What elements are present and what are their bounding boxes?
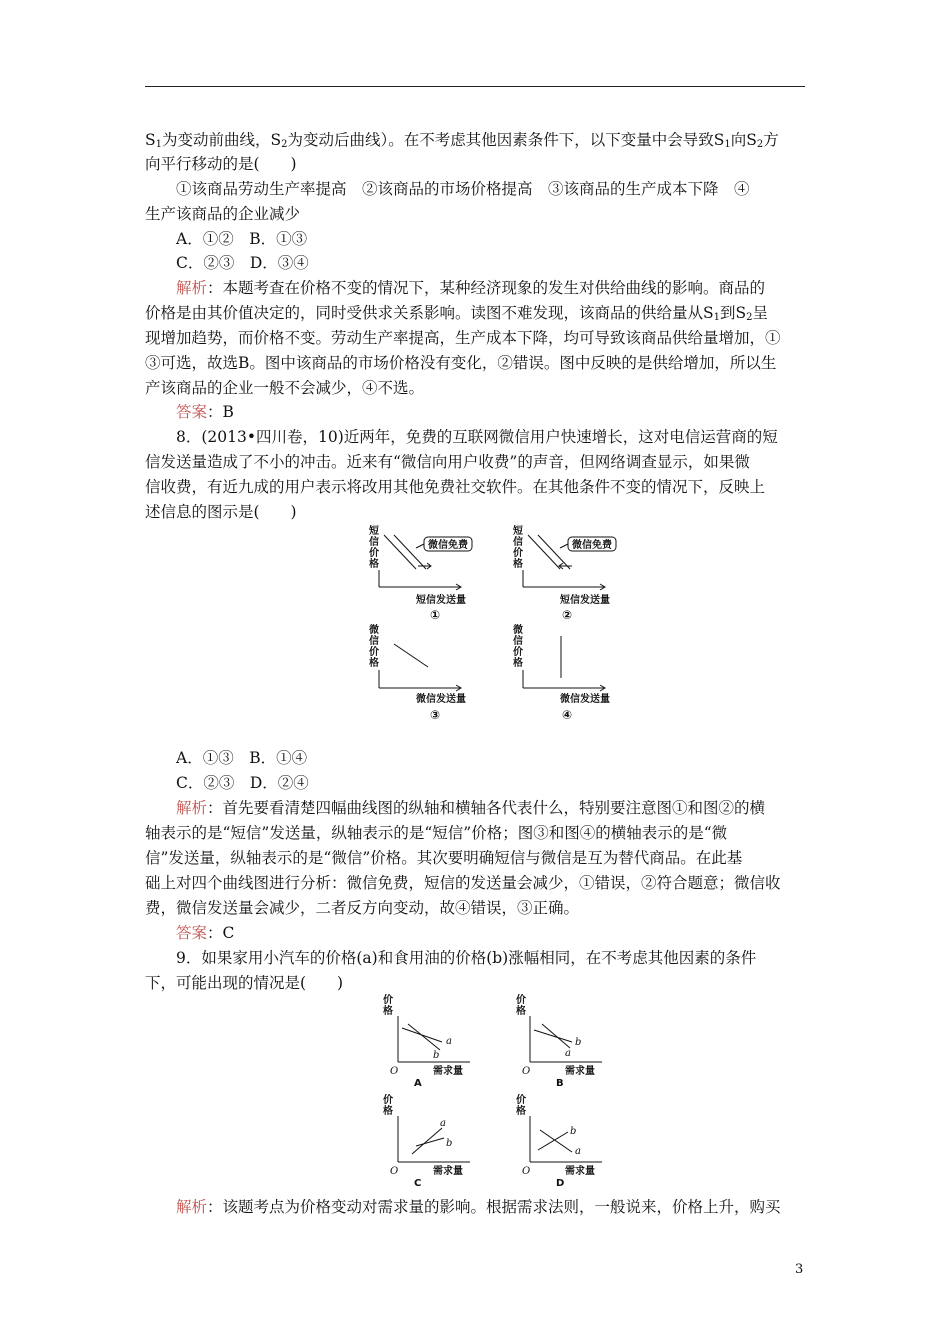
svg-text:价: 价	[369, 647, 379, 658]
q8-analysis-1: 解析：首先要看清楚四幅曲线图的纵轴和横轴各代表什么，特别要注意图①和图②的横	[176, 799, 766, 817]
callout-text: 微信免费	[428, 540, 468, 551]
q7-choices-1: A．①② B．①③	[176, 230, 308, 248]
q9-graph-a	[378, 990, 488, 1090]
svg-text:信: 信	[369, 636, 379, 647]
graph-number: ④	[562, 708, 573, 722]
q8-line-4: 述信息的图示是( )	[145, 503, 297, 521]
curve-b	[416, 1138, 444, 1146]
q7-analysis-5: 产该商品的企业一般不会减少，④不选。	[145, 379, 425, 397]
svg-text:格: 格	[513, 559, 523, 570]
curve-b-label: b	[433, 1050, 440, 1061]
curve-a-label: a	[446, 1036, 452, 1047]
svg-text:价: 价	[383, 1095, 393, 1106]
curve-b-label: b	[446, 1138, 453, 1149]
svg-text:格: 格	[516, 1006, 526, 1017]
q7-line-1: $S_1$为变动前曲线，$S_2$为变动后曲线）。在不考虑其他因素条件下，以下变量中会导致$S_1$向$S_2$方	[145, 131, 779, 150]
q8-line-3: 信收费，有近九成的用户表示将改用其他免费社交软件。在其他条件不变的情况下，反映上	[145, 478, 766, 496]
q8-graph-1	[364, 520, 494, 625]
graph-name: A	[414, 1078, 422, 1089]
origin-label: O	[390, 1066, 399, 1077]
q8-graph-2	[508, 520, 638, 625]
svg-text:格: 格	[369, 559, 379, 570]
svg-text:格: 格	[383, 1006, 393, 1017]
curve-a	[412, 1128, 442, 1154]
callout-pointer	[416, 544, 424, 548]
svg-text:短: 短	[369, 526, 379, 537]
analysis-label: 解析	[176, 279, 208, 297]
svg-text:信: 信	[369, 537, 379, 548]
q9-line-2: 下，可能出现的情况是( )	[145, 974, 344, 992]
curve-b	[538, 1132, 568, 1150]
callout-text: 微信免费	[572, 540, 612, 551]
q8-analysis-3: 信”发送量，纵轴表示的是“微信”价格。其次要明确短信与微信是互为替代商品。在此基	[145, 849, 743, 867]
q7-analysis-3: 现增加趋势，而价格不变。劳动生产率提高，生产成本下降，均可导致该商品供给量增加，①	[145, 329, 781, 347]
svg-text:价: 价	[383, 995, 393, 1006]
x-axis-label: 需求量	[433, 1166, 463, 1177]
x-axis-label: 微信发送量	[416, 694, 466, 705]
q9-graph-b	[516, 990, 630, 1090]
q7-line-2: 向平行移动的是( )	[145, 155, 297, 173]
svg-text:信: 信	[513, 636, 523, 647]
q7-choices-2: C．②③ D．③④	[176, 254, 309, 272]
q7-analysis-1: 解析：本题考查在价格不变的情况下，某种经济现象的发生对供给曲线的影响。商品的	[176, 279, 766, 297]
q8-analysis-2: 轴表示的是“短信”发送量，纵轴表示的是“短信”价格；图③和图④的横轴表示的是“微	[145, 824, 728, 842]
x-axis-label: 需求量	[565, 1166, 595, 1177]
q8-analysis-5: 费，微信发送量会减少，二者反方向变动，故④错误，③正确。	[145, 899, 580, 917]
q7-options-2: 生产该商品的企业减少	[145, 205, 301, 223]
svg-text:价: 价	[516, 1095, 526, 1106]
svg-text:格: 格	[383, 1106, 393, 1117]
q9-graph-d	[516, 1090, 630, 1190]
svg-text:短: 短	[513, 526, 523, 537]
x-axis-label: 微信发送量	[560, 694, 610, 705]
x-axis-label: 短信发送量	[416, 595, 466, 606]
svg-text:微: 微	[369, 625, 379, 636]
graph-number: ③	[430, 708, 441, 722]
origin-label: O	[522, 1066, 531, 1077]
page-number: 3	[795, 1262, 804, 1277]
graph-number: ②	[562, 608, 573, 622]
analysis-label: 解析	[176, 799, 208, 817]
q7-answer: 答案：B	[176, 403, 234, 421]
origin-label: O	[390, 1166, 399, 1177]
curve-a-label: a	[440, 1118, 446, 1129]
q7-analysis-4: ③可选，故选B。图中该商品的市场价格没有变化，②错误。图中反映的是供给增加，所以生	[145, 354, 777, 372]
curve-b-label: b	[570, 1126, 577, 1137]
curve-a	[542, 1024, 570, 1048]
callout-pointer	[560, 544, 568, 548]
x-axis-label: 短信发送量	[560, 595, 610, 606]
curve-b	[534, 1030, 572, 1042]
curve	[394, 644, 428, 667]
answer-label: 答案	[176, 924, 208, 942]
curve-b-label: b	[575, 1037, 582, 1048]
x-axis-label: 需求量	[433, 1066, 463, 1077]
q8-choices-1: A．①③ B．①④	[176, 749, 308, 767]
graph-name: B	[556, 1078, 564, 1089]
q8-choices-2: C．②③ D．②④	[176, 774, 309, 792]
q8-graph-3	[364, 620, 494, 725]
q7-analysis-2: 价格是由其价值决定的，同时受供求关系影响。读图不难发现，该商品的供给量从$S_1$到$S_2$呈	[145, 304, 769, 323]
curve-after	[528, 535, 560, 569]
svg-text:价: 价	[516, 995, 526, 1006]
graph-name: C	[414, 1178, 422, 1189]
origin-label: O	[522, 1166, 531, 1177]
curve-before	[384, 535, 416, 569]
curve-b	[408, 1024, 440, 1050]
svg-text:格: 格	[516, 1106, 526, 1117]
q8-analysis-4: 础上对四个曲线图进行分析：微信免费，短信的发送量会减少，①错误，②符合题意；微信收	[145, 874, 781, 892]
x-axis-label: 需求量	[565, 1066, 595, 1077]
graph-number: ①	[430, 608, 441, 622]
q9-line-1: 9．如果家用小汽车的价格(a)和食用油的价格(b)涨幅相同，在不考虑其他因素的条件	[176, 949, 757, 967]
curve-a	[540, 1130, 572, 1152]
svg-text:微: 微	[513, 625, 523, 636]
curve-before	[538, 535, 570, 569]
curve-a-label: a	[565, 1048, 571, 1059]
q9-analysis-1: 解析：该题考点为价格变动对需求量的影响。根据需求法则，一般说来，价格上升，购买	[176, 1198, 781, 1216]
header-rule	[145, 86, 805, 87]
curve-a-label: a	[575, 1146, 581, 1157]
graph-name: D	[556, 1178, 565, 1189]
q7-options-1: ①该商品劳动生产率提高 ②该商品的市场价格提高 ③该商品的生产成本下降 ④	[176, 180, 750, 198]
q8-answer: 答案：C	[176, 924, 235, 942]
analysis-label: 解析	[176, 1198, 208, 1216]
q8-line-2: 信发送量造成了不小的冲击。近来有“微信向用户收费”的声音，但网络调查显示，如果微	[145, 453, 750, 471]
svg-text:价: 价	[369, 548, 379, 559]
svg-text:格: 格	[513, 658, 523, 669]
answer-label: 答案	[176, 403, 208, 421]
q8-graph-4	[508, 620, 638, 725]
svg-text:信: 信	[513, 537, 523, 548]
svg-text:价: 价	[513, 647, 523, 658]
curve-after	[394, 535, 426, 569]
svg-text:格: 格	[369, 658, 379, 669]
svg-text:价: 价	[513, 548, 523, 559]
q9-graph-c	[378, 1090, 488, 1190]
q8-line-1: 8．(2013•四川卷，10)近两年，免费的互联网微信用户快速增长，这对电信运营商的短	[176, 428, 778, 446]
